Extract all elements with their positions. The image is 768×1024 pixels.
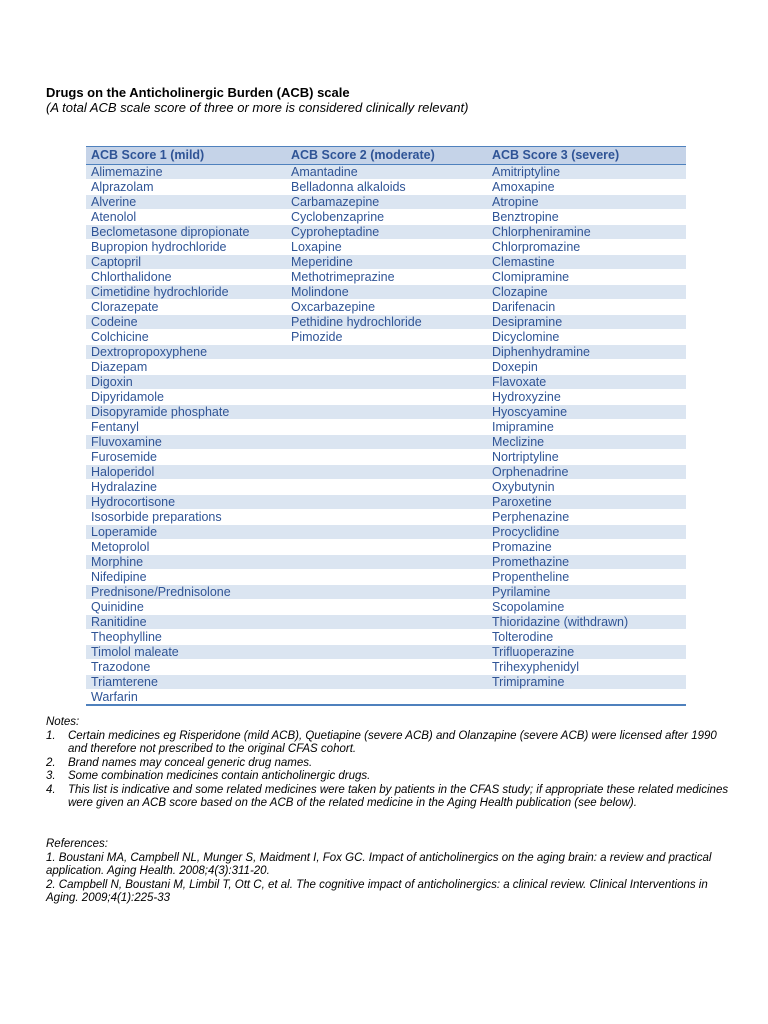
- table-cell-score-1: Loperamide: [86, 525, 286, 540]
- table-cell-score-2: [286, 630, 487, 645]
- table-cell-score-3: Promethazine: [487, 555, 686, 570]
- table-row: [86, 465, 686, 480]
- note-number: 3.: [46, 770, 56, 782]
- table-cell-score-2: Amantadine: [286, 165, 487, 180]
- table-cell-score-3: Benztropine: [487, 210, 686, 225]
- table-cell-score-2: Oxcarbazepine: [286, 300, 487, 315]
- table-cell-score-3: Dicyclomine: [487, 330, 686, 345]
- table-cell-score-1: Dextropropoxyphene: [86, 345, 286, 360]
- note-text: Certain medicines eg Risperidone (mild ACB), Quetiapine (severe ACB) and Olanzapine (severe ACB) were licensed after 1990 and therefore not prescribed to the original CFAS cohort.: [68, 729, 717, 755]
- table-cell-score-3: Hydroxyzine: [487, 390, 686, 405]
- table-cell-score-1: Alprazolam: [86, 180, 286, 195]
- table-row: [86, 345, 686, 360]
- header-score-1: ACB Score 1 (mild): [86, 147, 286, 165]
- table-cell-score-3: Meclizine: [487, 435, 686, 450]
- table-cell-score-1: Fentanyl: [86, 420, 286, 435]
- table-cell-score-3: Perphenazine: [487, 510, 686, 525]
- table-row: [86, 510, 686, 525]
- table-row: [86, 435, 686, 450]
- table-row: [86, 630, 686, 645]
- notes-section: [46, 716, 736, 811]
- table-cell-score-2: [286, 435, 487, 450]
- table-cell-score-1: Timolol maleate: [86, 645, 286, 660]
- table-row: [86, 540, 686, 555]
- notes-list: [46, 730, 736, 811]
- table-cell-score-1: Morphine: [86, 555, 286, 570]
- reference-item: 2. Campbell N, Boustani M, Limbil T, Ott C, et al. The cognitive impact of anticholinergics: a clinical review. Clinical Interventions in Aging. 2009;4(1):225-33: [46, 878, 708, 904]
- table-cell-score-1: Colchicine: [86, 330, 286, 345]
- table-cell-score-2: [286, 600, 487, 615]
- table-cell-score-2: Pethidine hydrochloride: [286, 315, 487, 330]
- table-row: [86, 495, 686, 510]
- table-cell-score-1: Bupropion hydrochloride: [86, 240, 286, 255]
- table-cell-score-3: Atropine: [487, 195, 686, 210]
- table-cell-score-3: Hyoscyamine: [487, 405, 686, 420]
- note-number: 1.: [46, 729, 56, 742]
- table-cell-score-3: Trimipramine: [487, 675, 686, 690]
- table-cell-score-3: Paroxetine: [487, 495, 686, 510]
- table-cell-score-1: Prednisone/Prednisolone: [86, 585, 286, 600]
- table-cell-score-2: [286, 375, 487, 390]
- table-cell-score-3: Clomipramine: [487, 270, 686, 285]
- table-row: [86, 615, 686, 630]
- references-heading: References:: [46, 838, 109, 850]
- table-cell-score-2: [286, 345, 487, 360]
- table-cell-score-1: Beclometasone dipropionate: [86, 225, 286, 240]
- table-row: [86, 405, 686, 420]
- table-cell-score-1: Furosemide: [86, 450, 286, 465]
- reference-item: 1. Boustani MA, Campbell NL, Munger S, Maidment I, Fox GC. Impact of anticholinergics on the aging brain: a review and practical application. Aging Health. 2008;4(3):311-20.: [46, 851, 712, 877]
- table-cell-score-3: Tolterodine: [487, 630, 686, 645]
- note-item: [46, 784, 736, 811]
- table-cell-score-2: [286, 420, 487, 435]
- note-number: 2.: [46, 756, 56, 769]
- table-cell-score-1: Codeine: [86, 315, 286, 330]
- table-cell-score-1: Alimemazine: [86, 165, 286, 180]
- table-cell-score-2: [286, 360, 487, 375]
- table-cell-score-3: Procyclidine: [487, 525, 686, 540]
- table-cell-score-3: Clozapine: [487, 285, 686, 300]
- table-row: [86, 525, 686, 540]
- table-row: [86, 570, 686, 585]
- references-list: [46, 852, 736, 906]
- table-row: [86, 195, 686, 210]
- table-cell-score-2: [286, 615, 487, 630]
- table-cell-score-2: [286, 675, 487, 690]
- table-cell-score-1: Fluvoxamine: [86, 435, 286, 450]
- table-cell-score-3: Nortriptyline: [487, 450, 686, 465]
- table-row: [86, 555, 686, 570]
- table-cell-score-3: Doxepin: [487, 360, 686, 375]
- table-cell-score-1: Atenolol: [86, 210, 286, 225]
- table-cell-score-2: Molindone: [286, 285, 487, 300]
- table-cell-score-3: Imipramine: [487, 420, 686, 435]
- table-cell-score-2: Pimozide: [286, 330, 487, 345]
- table-body: [86, 165, 686, 706]
- table-cell-score-3: Darifenacin: [487, 300, 686, 315]
- table-row: [86, 180, 686, 195]
- table-cell-score-2: [286, 450, 487, 465]
- table-row: [86, 300, 686, 315]
- header-score-3: ACB Score 3 (severe): [487, 147, 686, 165]
- table-cell-score-1: Trazodone: [86, 660, 286, 675]
- table-cell-score-1: Hydrocortisone: [86, 495, 286, 510]
- table-cell-score-2: Loxapine: [286, 240, 487, 255]
- table-cell-score-1: Digoxin: [86, 375, 286, 390]
- table-cell-score-2: [286, 585, 487, 600]
- table-cell-score-3: Trihexyphenidyl: [487, 660, 686, 675]
- table-cell-score-1: Chlorthalidone: [86, 270, 286, 285]
- table-cell-score-2: [286, 660, 487, 675]
- table-row: [86, 285, 686, 300]
- notes-heading: Notes:: [46, 716, 80, 728]
- table-cell-score-2: [286, 390, 487, 405]
- table-cell-score-1: Diazepam: [86, 360, 286, 375]
- table-header-row: [86, 147, 686, 165]
- table-cell-score-3: Amitriptyline: [487, 165, 686, 180]
- table-cell-score-3: Desipramine: [487, 315, 686, 330]
- table-cell-score-3: Scopolamine: [487, 600, 686, 615]
- table-cell-score-1: Haloperidol: [86, 465, 286, 480]
- table-cell-score-1: Alverine: [86, 195, 286, 210]
- document-title: Drugs on the Anticholinergic Burden (ACB) scale: [46, 85, 350, 100]
- table-cell-score-3: Chlorpheniramine: [487, 225, 686, 240]
- table-row: [86, 390, 686, 405]
- table-row: [86, 450, 686, 465]
- table-cell-score-1: Quinidine: [86, 600, 286, 615]
- table-row: [86, 360, 686, 375]
- table-cell-score-1: Metoprolol: [86, 540, 286, 555]
- table-cell-score-3: Propentheline: [487, 570, 686, 585]
- table-row: [86, 675, 686, 690]
- table-row: [86, 420, 686, 435]
- table-row: [86, 225, 686, 240]
- header-score-2: ACB Score 2 (moderate): [286, 147, 487, 165]
- table-cell-score-2: Carbamazepine: [286, 195, 487, 210]
- table-row: [86, 690, 686, 706]
- document-subtitle: (A total ACB scale score of three or more is considered clinically relevant): [46, 100, 469, 115]
- table-cell-score-2: [286, 510, 487, 525]
- table-cell-score-3: Diphenhydramine: [487, 345, 686, 360]
- table-row: [86, 240, 686, 255]
- table-row: [86, 480, 686, 495]
- table-cell-score-1: Triamterene: [86, 675, 286, 690]
- table-cell-score-3: Clemastine: [487, 255, 686, 270]
- table-cell-score-2: Cyclobenzaprine: [286, 210, 487, 225]
- table-cell-score-3: Thioridazine (withdrawn): [487, 615, 686, 630]
- table-cell-score-1: Warfarin: [86, 690, 286, 706]
- table-cell-score-3: Oxybutynin: [487, 480, 686, 495]
- table-cell-score-2: [286, 645, 487, 660]
- table-row: [86, 315, 686, 330]
- table-cell-score-2: Meperidine: [286, 255, 487, 270]
- table-cell-score-2: [286, 570, 487, 585]
- acb-table: [86, 146, 686, 706]
- note-number: 4.: [46, 783, 56, 796]
- table-row: [86, 585, 686, 600]
- table-cell-score-1: Ranitidine: [86, 615, 286, 630]
- table-cell-score-2: [286, 690, 487, 706]
- table-cell-score-1: Captopril: [86, 255, 286, 270]
- table-cell-score-2: [286, 405, 487, 420]
- table-row: [86, 330, 686, 345]
- table-cell-score-2: [286, 540, 487, 555]
- table-cell-score-1: Isosorbide preparations: [86, 510, 286, 525]
- table-row: [86, 165, 686, 180]
- table-cell-score-1: Nifedipine: [86, 570, 286, 585]
- table-cell-score-1: Cimetidine hydrochloride: [86, 285, 286, 300]
- table-row: [86, 210, 686, 225]
- table-row: [86, 270, 686, 285]
- note-text: This list is indicative and some related medicines were taken by patients in the CFAS study; if appropriate these related medicines were given an ACB score based on the ACB of the related medicine in the Aging Health publication (see below).: [68, 783, 729, 809]
- table-row: [86, 600, 686, 615]
- table-cell-score-1: Dipyridamole: [86, 390, 286, 405]
- table-cell-score-2: [286, 495, 487, 510]
- table-cell-score-2: Belladonna alkaloids: [286, 180, 487, 195]
- table-cell-score-2: Cyproheptadine: [286, 225, 487, 240]
- note-item: [46, 757, 736, 771]
- table-cell-score-3: Promazine: [487, 540, 686, 555]
- table-row: [86, 375, 686, 390]
- table-cell-score-3: Chlorpromazine: [487, 240, 686, 255]
- table-cell-score-3: Amoxapine: [487, 180, 686, 195]
- table-cell-score-2: [286, 465, 487, 480]
- table-cell-score-2: Methotrimeprazine: [286, 270, 487, 285]
- table-cell-score-1: Hydralazine: [86, 480, 286, 495]
- note-text: Some combination medicines contain anticholinergic drugs.: [68, 770, 371, 782]
- table-cell-score-3: [487, 690, 686, 706]
- note-text: Brand names may conceal generic drug names.: [68, 756, 313, 769]
- table-cell-score-2: [286, 480, 487, 495]
- table-cell-score-2: [286, 555, 487, 570]
- table-cell-score-1: Disopyramide phosphate: [86, 405, 286, 420]
- table-cell-score-3: Pyrilamine: [487, 585, 686, 600]
- table-cell-score-2: [286, 525, 487, 540]
- table-cell-score-3: Flavoxate: [487, 375, 686, 390]
- table-cell-score-3: Orphenadrine: [487, 465, 686, 480]
- table-row: [86, 645, 686, 660]
- table-cell-score-1: Theophylline: [86, 630, 286, 645]
- note-item: [46, 770, 736, 784]
- table-row: [86, 255, 686, 270]
- references-section: [46, 838, 736, 906]
- table-cell-score-1: Clorazepate: [86, 300, 286, 315]
- table-row: [86, 660, 686, 675]
- note-item: [46, 730, 736, 757]
- table-cell-score-3: Trifluoperazine: [487, 645, 686, 660]
